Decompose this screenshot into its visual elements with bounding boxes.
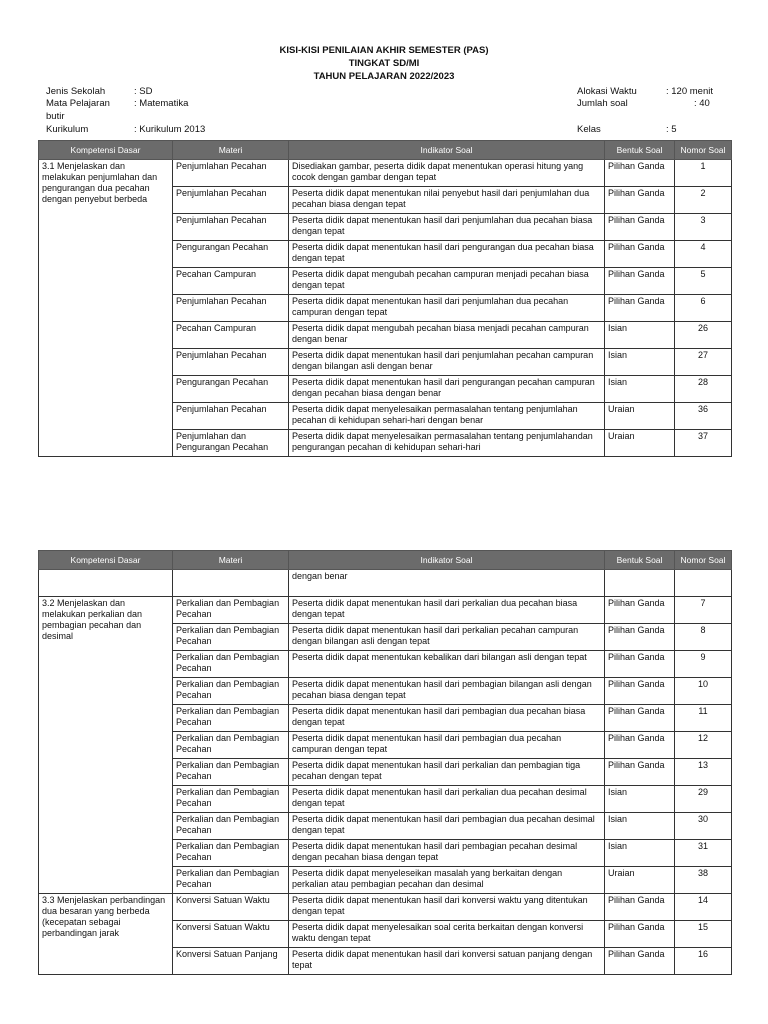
indikator-cell: Peserta didik dapat menentukan hasil dari pembagian pecahan desimal dengan pecahan biasa dengan tepat (289, 840, 605, 867)
bentuk-cell: Pilihan Ganda (605, 759, 675, 786)
table-row (39, 160, 732, 187)
kompetensi-dasar-cell: 3.3 Menjelaskan perbandingan dua besaran yang berbeda (kecepatan sebagai perbandingan jarak (39, 894, 173, 975)
bentuk-cell: Isian (605, 840, 675, 867)
kelas-label: Kelas (577, 124, 601, 135)
bentuk-cell: Uraian (605, 403, 675, 430)
bentuk-cell: Uraian (605, 430, 675, 457)
indikator-cell: Peserta didik dapat menentukan hasil dari pembagian dua pecahan biasa dengan tepat (289, 705, 605, 732)
mapel-value: : Matematika (134, 98, 189, 109)
kurikulum-value: : Kurikulum 2013 (134, 124, 206, 135)
alokasi-value: : 120 menit (666, 86, 713, 97)
bentuk-cell: Pilihan Ganda (605, 678, 675, 705)
materi-cell: Pecahan Campuran (173, 322, 289, 349)
bentuk-cell: Isian (605, 376, 675, 403)
table-header-row (39, 141, 732, 160)
materi-cell: Perkalian dan Pembagian Pecahan (173, 624, 289, 651)
materi-cell: Perkalian dan Pembagian Pecahan (173, 813, 289, 840)
indikator-cell: Peserta didik dapat menentukan hasil dari konversi waktu yang ditentukan dengan tepat (289, 894, 605, 921)
indikator-cell: Peserta didik dapat menentukan hasil dari perkalian dua pecahan desimal dengan tepat (289, 786, 605, 813)
materi-cell: Perkalian dan Pembagian Pecahan (173, 786, 289, 813)
materi-cell: Pengurangan Pecahan (173, 241, 289, 268)
materi-cell: Perkalian dan Pembagian Pecahan (173, 597, 289, 624)
table-row (39, 894, 732, 921)
indikator-cell: Disediakan gambar, peserta didik dapat menentukan operasi hitung yang cocok dengan gambar dengan tepat (289, 160, 605, 187)
jenis-label: Jenis Sekolah (46, 86, 106, 97)
materi-cell: Pecahan Campuran (173, 268, 289, 295)
kurikulum-label: Kurikulum (46, 124, 89, 135)
table-row (39, 597, 732, 624)
mapel-label-2: butir (46, 111, 65, 122)
indikator-cell: Peserta didik dapat menyeleseikan masalah yang berkaitan dengan perkalian atau pembagian pecahan dan desimal (289, 867, 605, 894)
kisi-table-1 (38, 140, 732, 457)
indikator-cell: Peserta didik dapat menentukan hasil dari penjumlahan pecahan campuran dengan bilangan asli dengan benar (289, 349, 605, 376)
nomor-cell: 11 (675, 705, 732, 732)
bentuk-cell: Pilihan Ganda (605, 241, 675, 268)
materi-cell: Perkalian dan Pembagian Pecahan (173, 651, 289, 678)
nomor-cell: 38 (675, 867, 732, 894)
bentuk-cell: Pilihan Ganda (605, 160, 675, 187)
materi-cell: Perkalian dan Pembagian Pecahan (173, 867, 289, 894)
bentuk-cell: Pilihan Ganda (605, 705, 675, 732)
materi-cell: Penjumlahan Pecahan (173, 403, 289, 430)
col-bentuk-soal: Bentuk Soal (605, 551, 675, 570)
indikator-cell: Peserta didik dapat menentukan hasil dari pembagian dua pecahan campuran dengan tepat (289, 732, 605, 759)
kompetensi-dasar-cell: 3.2 Menjelaskan dan melakukan perkalian dan pembagian pecahan dan desimal (39, 597, 173, 894)
bentuk-cell: Isian (605, 322, 675, 349)
col-indikator-soal: Indikator Soal (289, 141, 605, 160)
table-1-body (39, 160, 732, 457)
jenis-value: : SD (134, 86, 153, 97)
table-row-continuation (39, 570, 732, 597)
nomor-cell: 13 (675, 759, 732, 786)
materi-cell: Penjumlahan Pecahan (173, 349, 289, 376)
nomor-cell: 16 (675, 948, 732, 975)
nomor-cell: 27 (675, 349, 732, 376)
nomor-cell-empty (675, 570, 732, 597)
bentuk-cell: Pilihan Ganda (605, 187, 675, 214)
col-indikator-soal: Indikator Soal (289, 551, 605, 570)
bentuk-cell-empty (605, 570, 675, 597)
nomor-cell: 31 (675, 840, 732, 867)
nomor-cell: 37 (675, 430, 732, 457)
indikator-cell: Peserta didik dapat menentukan hasil dari perkalian dua pecahan biasa dengan tepat (289, 597, 605, 624)
title-line-3: TAHUN PELAJARAN 2022/2023 (313, 71, 455, 82)
title-line-1: KISI-KISI PENILAIAN AKHIR SEMESTER (PAS) (279, 45, 489, 56)
kompetensi-dasar-cell: 3.1 Menjelaskan dan melakukan penjumlahan dan pengurangan dua pecahan dengan penyebut berbeda (39, 160, 173, 457)
col-bentuk-soal: Bentuk Soal (605, 141, 675, 160)
nomor-cell: 10 (675, 678, 732, 705)
bentuk-cell: Uraian (605, 867, 675, 894)
materi-cell: Perkalian dan Pembagian Pecahan (173, 759, 289, 786)
col-materi: Materi (173, 551, 289, 570)
indikator-cell: Peserta didik dapat menentukan hasil dari pengurangan dua pecahan biasa dengan tepat (289, 241, 605, 268)
indikator-cell: Peserta didik dapat menentukan hasil dari konversi satuan panjang dengan tepat (289, 948, 605, 975)
indikator-cell: Peserta didik dapat menentukan hasil dari perkalian pecahan campuran dengan bilangan asli dengan tepat (289, 624, 605, 651)
jumlah-label: Jumlah soal (577, 98, 628, 109)
nomor-cell: 29 (675, 786, 732, 813)
nomor-cell: 15 (675, 921, 732, 948)
materi-cell: Penjumlahan Pecahan (173, 160, 289, 187)
indikator-cell: Peserta didik dapat mengubah pecahan campuran menjadi pecahan biasa dengan tepat (289, 268, 605, 295)
bentuk-cell: Pilihan Ganda (605, 921, 675, 948)
nomor-cell: 26 (675, 322, 732, 349)
indikator-cell: Peserta didik dapat menyelesaikan permasalahan tentang penjumlahandan pengurangan pecahan di kehidupan sehari-hari (289, 430, 605, 457)
col-kompetensi-dasar: Kompetensi Dasar (39, 141, 173, 160)
materi-cell: Penjumlahan Pecahan (173, 214, 289, 241)
bentuk-cell: Pilihan Ganda (605, 651, 675, 678)
indikator-cell: Peserta didik dapat menentukan hasil dari pembagian dua pecahan desimal dengan tepat (289, 813, 605, 840)
nomor-cell: 12 (675, 732, 732, 759)
materi-cell: Penjumlahan Pecahan (173, 187, 289, 214)
indikator-cell: Peserta didik dapat menentukan nilai penyebut hasil dari penjumlahan dua pecahan biasa dengan tepat (289, 187, 605, 214)
alokasi-label: Alokasi Waktu (577, 86, 637, 97)
nomor-cell: 14 (675, 894, 732, 921)
indikator-cell: Peserta didik dapat menentukan kebalikan dari bilangan asli dengan tepat (289, 651, 605, 678)
materi-cell: Konversi Satuan Waktu (173, 894, 289, 921)
nomor-cell: 5 (675, 268, 732, 295)
nomor-cell: 4 (675, 241, 732, 268)
kisi-table-2 (38, 550, 732, 975)
bentuk-cell: Pilihan Ganda (605, 732, 675, 759)
col-nomor-soal: Nomor Soal (675, 551, 732, 570)
nomor-cell: 1 (675, 160, 732, 187)
nomor-cell: 8 (675, 624, 732, 651)
mapel-label: Mata Pelajaran (46, 98, 110, 109)
nomor-cell: 3 (675, 214, 732, 241)
materi-cell: Penjumlahan dan Pengurangan Pecahan (173, 430, 289, 457)
materi-cell: Penjumlahan Pecahan (173, 295, 289, 322)
col-materi: Materi (173, 141, 289, 160)
indikator-cell: Peserta didik dapat menentukan hasil dari penjumlahan dua pecahan biasa dengan tepat (289, 214, 605, 241)
jumlah-value: : 40 (694, 98, 710, 109)
materi-cell: Perkalian dan Pembagian Pecahan (173, 732, 289, 759)
bentuk-cell: Pilihan Ganda (605, 948, 675, 975)
indikator-cell: Peserta didik dapat menentukan hasil dari pembagian bilangan asli dengan pecahan biasa dengan tepat (289, 678, 605, 705)
bentuk-cell: Pilihan Ganda (605, 268, 675, 295)
materi-cell: Konversi Satuan Panjang (173, 948, 289, 975)
kelas-value: : 5 (666, 124, 677, 135)
indikator-cell: Peserta didik dapat menyelesaikan soal cerita berkaitan dengan konversi waktu dengan tepat (289, 921, 605, 948)
nomor-cell: 36 (675, 403, 732, 430)
bentuk-cell: Isian (605, 813, 675, 840)
col-nomor-soal: Nomor Soal (675, 141, 732, 160)
materi-cell: Konversi Satuan Waktu (173, 921, 289, 948)
indikator-cell: Peserta didik dapat menentukan hasil dari penjumlahan dua pecahan campuran dengan tepat (289, 295, 605, 322)
table-header-row (39, 551, 732, 570)
bentuk-cell: Pilihan Ganda (605, 214, 675, 241)
bentuk-cell: Pilihan Ganda (605, 295, 675, 322)
indikator-cell: Peserta didik dapat menyelesaikan permasalahan tentang penjumlahan pecahan di kehidupan sehari-hari dengan benar (289, 403, 605, 430)
bentuk-cell: Isian (605, 786, 675, 813)
bentuk-cell: Pilihan Ganda (605, 894, 675, 921)
indikator-cell: dengan benar (289, 570, 605, 597)
nomor-cell: 28 (675, 376, 732, 403)
materi-cell-empty (173, 570, 289, 597)
indikator-cell: Peserta didik dapat menentukan hasil dari perkalian dan pembagian tiga pecahan dengan tepat (289, 759, 605, 786)
materi-cell: Pengurangan Pecahan (173, 376, 289, 403)
materi-cell: Perkalian dan Pembagian Pecahan (173, 678, 289, 705)
materi-cell: Perkalian dan Pembagian Pecahan (173, 840, 289, 867)
indikator-cell: Peserta didik dapat menentukan hasil dari pengurangan pecahan campuran dengan pecahan biasa dengan benar (289, 376, 605, 403)
table-2-body (39, 570, 732, 975)
nomor-cell: 6 (675, 295, 732, 322)
col-kompetensi-dasar: Kompetensi Dasar (39, 551, 173, 570)
materi-cell: Perkalian dan Pembagian Pecahan (173, 705, 289, 732)
bentuk-cell: Pilihan Ganda (605, 597, 675, 624)
bentuk-cell: Pilihan Ganda (605, 624, 675, 651)
nomor-cell: 2 (675, 187, 732, 214)
nomor-cell: 7 (675, 597, 732, 624)
nomor-cell: 30 (675, 813, 732, 840)
indikator-cell: Peserta didik dapat mengubah pecahan biasa menjadi pecahan campuran dengan benar (289, 322, 605, 349)
title-line-2: TINGKAT SD/MI (348, 58, 420, 69)
nomor-cell: 9 (675, 651, 732, 678)
kd-cell-empty (39, 570, 173, 597)
bentuk-cell: Isian (605, 349, 675, 376)
